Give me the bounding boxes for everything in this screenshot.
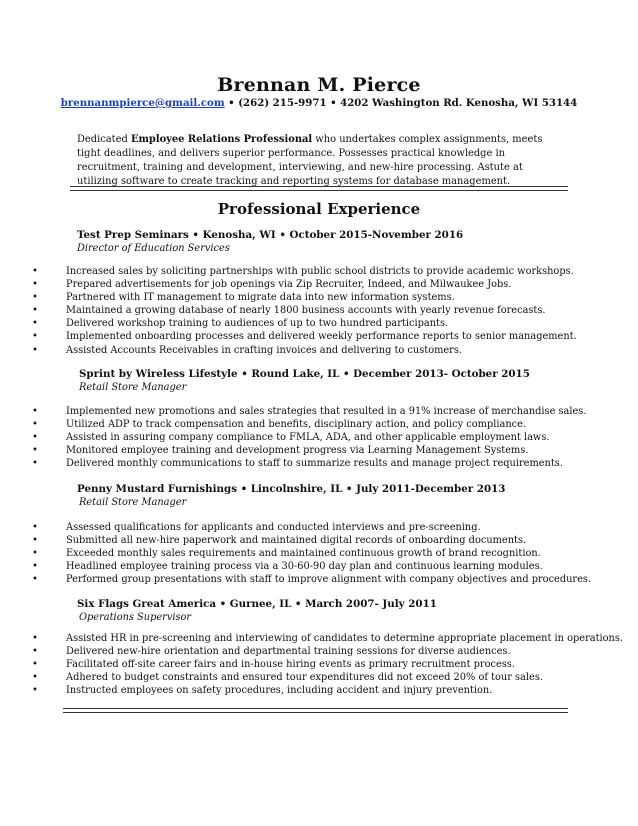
list-item: • Exceeded monthly sales requirements and maintained continuous growth of brand recognition.: [32, 547, 591, 560]
job-title: Retail Store Manager: [79, 497, 187, 508]
summary-divider: [70, 186, 568, 191]
list-item: • Increased sales by soliciting partnerships with public school districts to provide academic workshops.: [32, 265, 577, 278]
list-item: • Delivered monthly communications to staff to summarize results and manage project requirements.: [32, 457, 586, 470]
email-link[interactable]: brennanmpierce@gmail.com: [60, 97, 225, 109]
list-item: • Partnered with IT management to migrate data into new information systems.: [32, 291, 577, 304]
list-item: • Monitored employee training and development progress via Learning Management Systems.: [32, 444, 586, 457]
list-item: • Assessed qualifications for applicants and conducted interviews and pre-screening.: [32, 521, 591, 534]
job-title: Operations Supervisor: [79, 612, 192, 623]
list-item: • Utilized ADP to track compensation and benefits, disciplinary action, and policy compliance.: [32, 418, 586, 431]
job-bullets: [32, 521, 591, 586]
list-item: • Implemented new promotions and sales strategies that resulted in a 91% increase of merchandise sales.: [32, 405, 586, 418]
summary-text: who undertakes complex assignments, meets tight deadlines, and delivers superior performance. Possesses practical knowledge in recruitment, training and development, interviewing, and new-hire processing. Astute at utilizing software to create tracking and reporting systems for database management.: [77, 134, 543, 187]
section-title-experience: Professional Experience: [217, 200, 421, 218]
job-bullets: [32, 632, 623, 697]
list-item: • Assisted in assuring company compliance to FMLA, ADA, and other applicable employment laws.: [32, 431, 586, 444]
summary-intro: Dedicated: [77, 134, 131, 145]
job-title: Retail Store Manager: [79, 382, 187, 393]
contact-details: • (262) 215-9971 • 4202 Washington Rd. Kenosha, WI 53144: [224, 97, 578, 109]
professional-summary: [77, 133, 563, 189]
footer-divider: [63, 708, 568, 713]
list-item: • Performed group presentations with staff to improve alignment with company objectives and procedures.: [32, 573, 591, 586]
job-header: Six Flags Great America • Gurnee, IL • March 2007- July 2011: [77, 598, 437, 610]
job-header: Test Prep Seminars • Kenosha, WI • October 2015-November 2016: [77, 229, 464, 241]
job-header: Sprint by Wireless Lifestyle • Round Lake, IL • December 2013- October 2015: [79, 368, 530, 380]
list-item: • Implemented onboarding processes and delivered weekly performance reports to senior management.: [32, 330, 577, 343]
list-item: • Submitted all new-hire paperwork and maintained digital records of onboarding documents.: [32, 534, 591, 547]
list-item: • Instructed employees on safety procedures, including accident and injury prevention.: [32, 684, 623, 697]
list-item: • Delivered workshop training to audiences of up to two hundred participants.: [32, 317, 577, 330]
list-item: • Delivered new-hire orientation and departmental training sessions for diverse audiences.: [32, 645, 623, 658]
job-header: Penny Mustard Furnishings • Lincolnshire, IL • July 2011-December 2013: [77, 483, 506, 495]
job-title: Director of Education Services: [77, 243, 230, 254]
list-item: • Prepared advertisements for job openings via Zip Recruiter, Indeed, and Milwaukee Jobs.: [32, 278, 577, 291]
list-item: • Adhered to budget constraints and ensured tour expenditures did not exceed 20% of tour sales.: [32, 671, 623, 684]
list-item: • Headlined employee training process via a 30-60-90 day plan and continuous learning modules.: [32, 560, 591, 573]
list-item: • Facilitated off-site career fairs and in-house hiring events as primary recruitment process.: [32, 658, 623, 671]
summary-highlight: Employee Relations Professional: [130, 134, 313, 145]
job-bullets: [32, 405, 586, 470]
contact-line: [0, 97, 638, 109]
list-item: • Assisted Accounts Receivables in crafting invoices and delivering to customers.: [32, 344, 577, 357]
list-item: • Maintained a growing database of nearly 1800 business accounts with yearly revenue forecasts.: [32, 304, 577, 317]
list-item: • Assisted HR in pre-screening and interviewing of candidates to determine appropriate placement in operations.: [32, 632, 623, 645]
candidate-name: Brennan M. Pierce: [217, 74, 421, 96]
job-bullets: [32, 265, 577, 357]
